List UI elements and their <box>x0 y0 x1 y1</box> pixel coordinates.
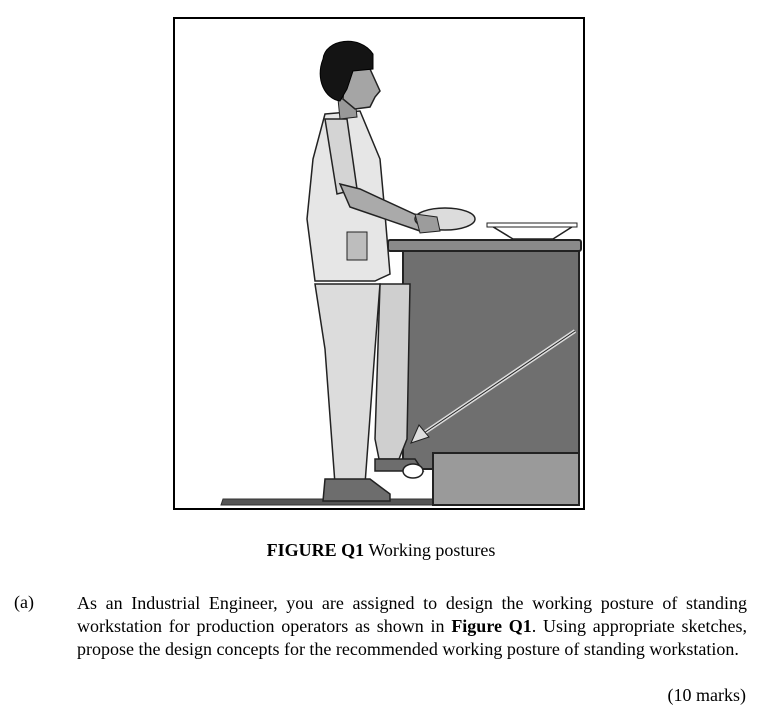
question-label: (a) <box>14 592 34 612</box>
front-leg <box>315 284 380 484</box>
question-text-before: As an Industrial Engineer, you are assigned to design the working posture of standing workstation for production operators as shown in <box>77 593 747 636</box>
standing-worker-illustration <box>175 19 583 508</box>
workstation-countertop <box>388 240 581 251</box>
workstation-base <box>433 453 579 505</box>
hand <box>415 214 440 233</box>
figure-title: Working postures <box>368 540 496 560</box>
bowl-rim <box>487 223 577 227</box>
workstation-cabinet <box>403 247 579 469</box>
tunic-pocket <box>347 232 367 260</box>
back-leg <box>375 284 410 459</box>
front-shoe <box>323 479 390 501</box>
question-text <box>77 592 747 661</box>
figure-q1-illustration <box>173 17 585 510</box>
figure-caption <box>0 540 762 561</box>
raised-foot <box>403 464 423 478</box>
question-figure-ref: Figure Q1 <box>451 616 532 636</box>
question-marks: (10 marks) <box>667 685 746 705</box>
question-text-after: . Using appropriate sketches, propose the design concepts for the recommended working posture of standing workstation. <box>77 616 747 659</box>
figure-label: FIGURE Q1 <box>266 540 365 560</box>
